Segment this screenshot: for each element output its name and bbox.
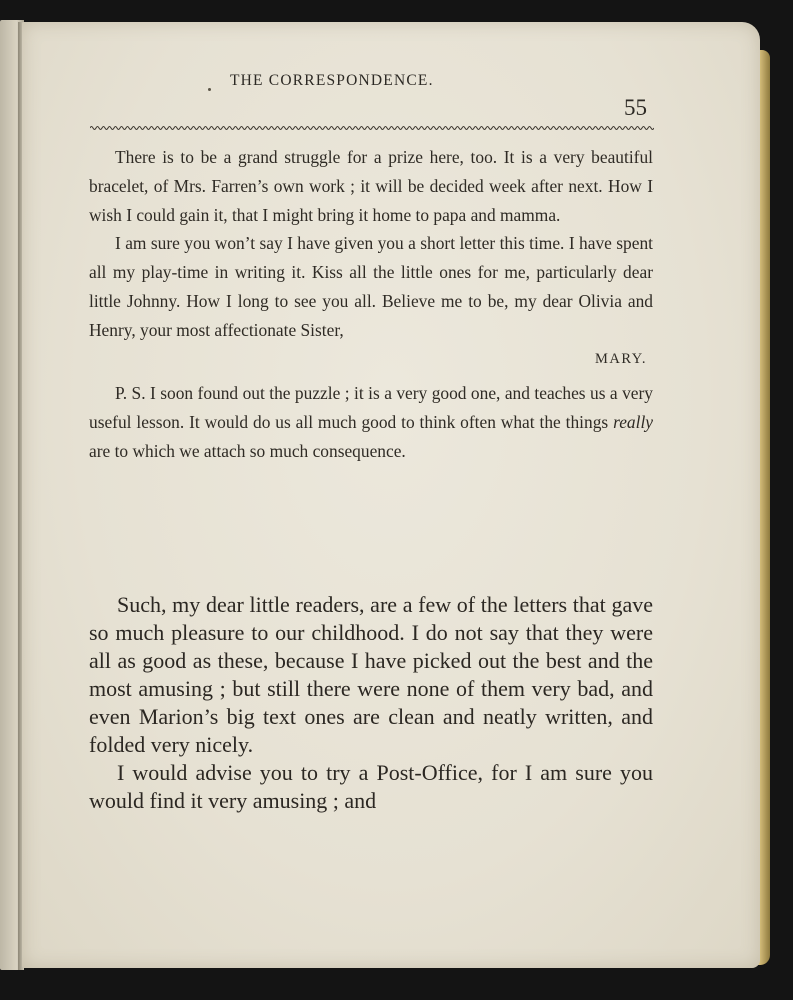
postscript <box>89 379 653 465</box>
wavy-rule <box>90 124 654 132</box>
letter-text <box>89 143 653 466</box>
narrative-paragraph: Such, my dear little readers, are a few of the letters that gave so much pleasure to our childhood. I do not say that they were all as good as these, because I have picked out the best and the most amusing ; but still there were none of them very bad, and even Marion’s big text ones are clean and neatly written, and folded very nicely. <box>89 592 653 757</box>
narrative-text <box>89 591 653 815</box>
letter-paragraph: I am sure you won’t say I have given you a short letter this time. I have spent all my play-time in writing it. Kiss all the little ones for me, particularly dear little Johnny. How I long to see you all. Believe me to be, my dear Olivia and Henry, your most affectionate Sister, <box>89 233 653 340</box>
emphasis-really: really <box>613 412 653 433</box>
postscript-text: P. S. I soon found out the puzzle ; it is a very good one, and teaches us a very useful lesson. It would do us all much good to think often what the things <box>89 383 653 433</box>
page-number: 55 <box>624 95 647 120</box>
signature: MARY. <box>595 350 647 367</box>
running-head: THE CORRESPONDENCE. <box>230 72 434 89</box>
letter-paragraph: There is to be a grand struggle for a prize here, too. It is a very beautiful bracelet, of Mrs. Farren’s own work ; it will be decided week after next. How I wish I could gain it, that I might bring it home to papa and mamma. <box>89 147 653 225</box>
postscript-text-end: are to which we attach so much consequence. <box>89 440 406 461</box>
ink-speck <box>208 88 211 91</box>
narrative-paragraph: I would advise you to try a Post-Office, for I am sure you would find it very amusing ; and <box>89 760 653 813</box>
